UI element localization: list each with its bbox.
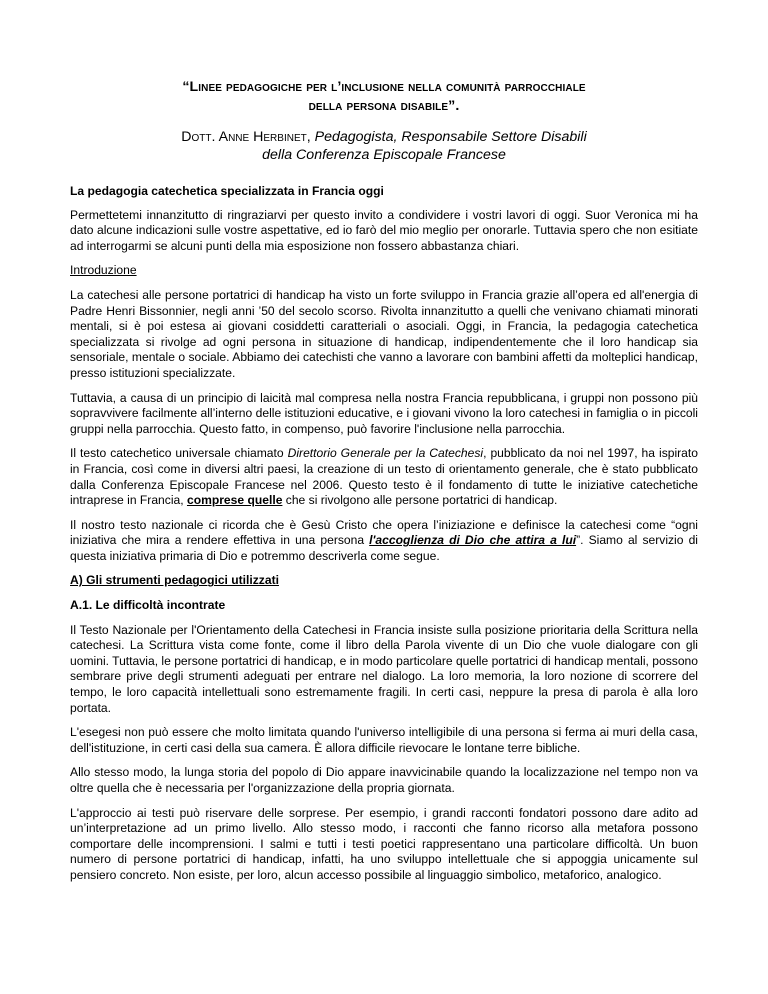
section-a1-heading: A.1. Le difficoltà incontrate <box>70 598 226 613</box>
document-body <box>70 78 698 884</box>
author-name: Dott. Anne Herbinet, <box>181 129 311 145</box>
title-line-2: della persona disabile”. <box>308 98 460 114</box>
paragraph-3 <box>70 446 698 508</box>
p3-underlined: comprese quelle <box>186 493 283 508</box>
paragraph-7: Allo stesso modo, la lunga storia del popolo di Dio appare inavvicinabile quando la localizzazione nel tempo non va oltre quella che è necessaria per l'organizzazione della propria giornata. <box>70 765 698 795</box>
p3-italic-title: Direttorio Generale per la Catechesi <box>287 446 484 461</box>
document-title <box>70 78 698 116</box>
paragraph-5: Il Testo Nazionale per l'Orientamento della Catechesi in Francia insiste sulla posizione prioritaria della Scrittura nella catechesi. La Scrittura vista come fonte, come il libro della Parola vivente di un Dio che vuole dialogare con gli uomini. Tuttavia, le persone portatrici di handicap, e in modo particolare quelle portatrici di handicap mentali, possono sembrare prive degli strumenti adeguati per entrare nel dialogo. La loro memoria, la loro nozione di scorrere del tempo, le loro capacità intellettuali sono estremamente fragili. In certi casi, neppure la presa di parola è alla loro portata. <box>70 622 698 715</box>
section-heading: La pedagogia catechetica specializzata in Francia oggi <box>70 184 384 198</box>
p3-text-after: che si rivolgono alle persone portatrici di handicap. <box>282 493 558 508</box>
p4-text-after: ”. Siamo al servizio di questa iniziativa primaria di Dio e potremmo descriverla come segue. <box>70 533 698 563</box>
p4-emphasis: l'accoglienza di Dio che attira a lui <box>369 533 577 548</box>
author-role-2: della Conferenza Episcopale Francese <box>262 147 506 163</box>
author-line <box>70 128 698 146</box>
author-role-1: Pedagogista, Responsabile Settore Disabili <box>314 129 587 145</box>
introduzione-heading: Introduzione <box>70 263 137 278</box>
title-line-1: “Linee pedagogiche per l’inclusione nella comunità parrocchiale <box>182 79 586 95</box>
p3-text-middle: , pubblicato da noi nel 1997, ha ispirato in Francia, così come in diversi altri paesi, la creazione di un testo di orientamento generale, che è stato pubblicato dalla Conferenza Episcopale Francese nel 2006. Questo testo è il fondamento di tutte le iniziative catechetiche intraprese in Francia, <box>70 446 698 508</box>
paragraph-6: L'esegesi non può essere che molto limitata quando l'universo intelligibile di una persona si ferma ai muri della casa, dell'istituzione, in certi casi della sua camera. È allora difficile rievocare le lontane terre bibliche. <box>70 725 698 755</box>
section-a-heading: A) Gli strumenti pedagogici utilizzati <box>70 573 279 588</box>
paragraph-2: Tuttavia, a causa di un principio di laicità mal compresa nella nostra Francia repubblicana, i gruppi non possono più sopravvivere facilmente all’interno delle istituzioni educative, e i giovani vivono la loro catechesi in famiglia o in piccoli gruppi nella parrocchia. Questo fatto, in compenso, può favorire l'inclusione nella parrocchia. <box>70 390 698 436</box>
intro-paragraph: Permettetemi innanzitutto di ringraziarvi per questo invito a condividere i vostri lavori di oggi. Suor Veronica mi ha dato alcune indicazioni sulle vostre aspettative, ed io farò del mio meglio per onorarle. Tuttavia spero che non esitiate ad interrogarmi se alcuni punti della mia esposizione non fossero abbastanza chiari. <box>70 207 698 253</box>
paragraph-4 <box>70 518 698 565</box>
paragraph-1: La catechesi alle persone portatrici di handicap ha visto un forte sviluppo in Francia grazie all’opera ed all'energia di Padre Henri Bissonnier, negli anni ’50 del secolo scorso. Rivolta innanzitutto a quelli che venivano chiamati minorati mentali, si è poi estesa ai giovani cosiddetti caratteriali o asociali. Oggi, in Francia, la pedagogia catechetica specializzata si rivolge ad ogni persona in situazione di handicap, indipendentemente che il loro handicap sia sensoriale, mentale o sociale. Abbiamo dei catechisti che vanno a lavorare con bambini affetti da molteplici handicap, presso istituzioni specializzate. <box>70 287 698 380</box>
p3-text-before: Il testo catechetico universale chiamato <box>70 446 288 461</box>
paragraph-8: L'approccio ai testi può riservare delle sorprese. Per esempio, i grandi racconti fondatori possono dare adito ad un’interpretazione ad un primo livello. Allo stesso modo, i racconti che fanno ricorso alla metafora possono comportare delle incomprensioni. I salmi e tutti i testi poetici rappresentano una particolare difficoltà. Un buon numero di persone portatrici di handicap, infatti, ha uno sviluppo intellettuale che si appoggia unicamente sul pensiero concreto. Non esiste, per loro, alcun accesso possibile al linguaggio simbolico, metaforico, analogico. <box>70 805 698 882</box>
p4-text-before: Il nostro testo nazionale ci ricorda che è Gesù Cristo che opera l’iniziazione e definisce la catechesi come “ogni iniziativa che mira a rendere effettiva in una persona <box>70 517 698 548</box>
